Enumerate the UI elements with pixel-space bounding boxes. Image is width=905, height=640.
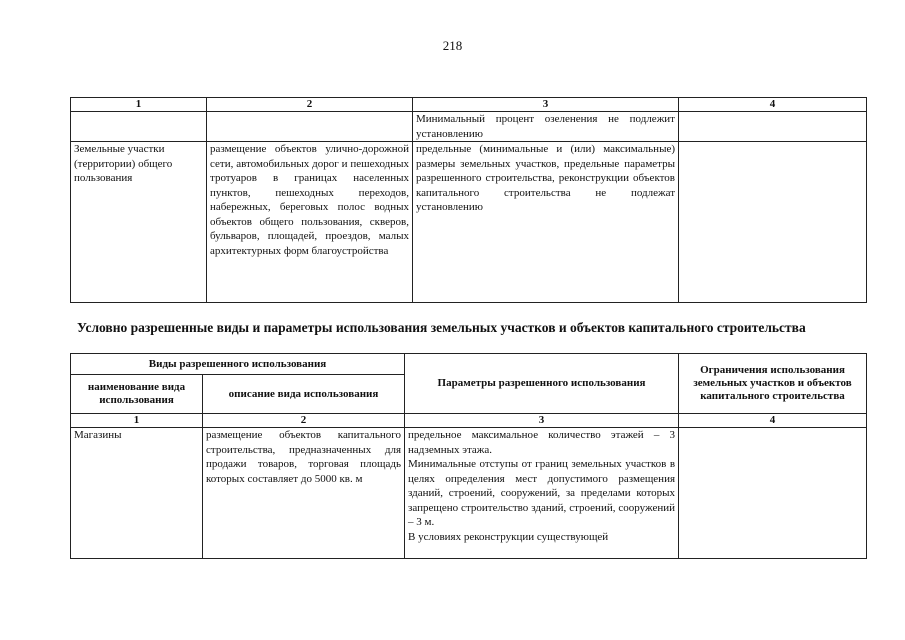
use-name-cell: Магазины <box>71 428 203 559</box>
table-header-row <box>71 354 867 375</box>
header-parameters: Параметры разрешенного использования <box>405 354 679 414</box>
header-use-types-group: Виды разрешенного использования <box>71 354 405 375</box>
parameters-cell <box>405 428 679 559</box>
use-description-cell <box>207 112 413 142</box>
table-row <box>71 142 867 303</box>
column-number-1: 1 <box>71 98 207 112</box>
column-number-1: 1 <box>71 414 203 428</box>
page-number: 218 <box>442 38 463 53</box>
column-number-2: 2 <box>203 414 405 428</box>
parameters-cell: предельные (минимальные и (или) максимальные) размеры земельных участков, предельные параметры разрешенного строительства, реконструкции объектов капитального строительства не подлежат установлению <box>413 142 679 303</box>
parameters-paragraph: В условиях реконструкции существующей <box>408 530 609 543</box>
conditional-use-table <box>70 353 867 559</box>
column-number-3: 3 <box>413 98 679 112</box>
header-limits: Ограничения использования земельных участков и объектов капитального строительства <box>679 354 867 414</box>
header-use-description: описание вида использования <box>203 375 405 414</box>
use-name-cell: Земельные участки (территории) общего пользования <box>71 142 207 303</box>
limits-cell <box>679 142 867 303</box>
table-row <box>71 428 867 559</box>
use-description-cell: размещение объектов улично-дорожной сети, автомобильных дорог и пешеходных тротуаров в границах населенных пунктов, пешеходных переходов, набережных, береговых полос водных объектов общего пользования, скверов, бульваров, площадей, проездов, малых архитектурных форм благоустройства <box>207 142 413 303</box>
column-number-4: 4 <box>679 98 867 112</box>
use-name-cell <box>71 112 207 142</box>
use-description-cell: размещение объектов капитального строительства, предназначенных для продажи товаров, торговая площадь которых составляет до 5000 кв. м <box>203 428 405 559</box>
table-row <box>71 112 867 142</box>
section-heading: Условно разрешенные виды и параметры использования земельных участков и объектов капитального строительства <box>77 320 806 335</box>
column-number-4: 4 <box>679 414 867 428</box>
column-number-row <box>71 98 867 112</box>
limits-cell <box>679 428 867 559</box>
column-number-row <box>71 414 867 428</box>
parameters-cell: Минимальный процент озеленения не подлежит установлению <box>413 112 679 142</box>
column-number-2: 2 <box>207 98 413 112</box>
permitted-use-table-continued <box>70 97 867 303</box>
header-use-name: наименование вида использования <box>71 375 203 414</box>
parameters-paragraph: Минимальные отступы от границ земельных участков в целях определения мест допустимого размещения зданий, строений, сооружений, за пределами которых запрещено строительство зданий, строений, сооружений – 3 м. <box>408 458 676 528</box>
parameters-paragraph: предельное максимальное количество этажей – 3 надземных этажа. <box>408 429 676 456</box>
column-number-3: 3 <box>405 414 679 428</box>
limits-cell <box>679 112 867 142</box>
